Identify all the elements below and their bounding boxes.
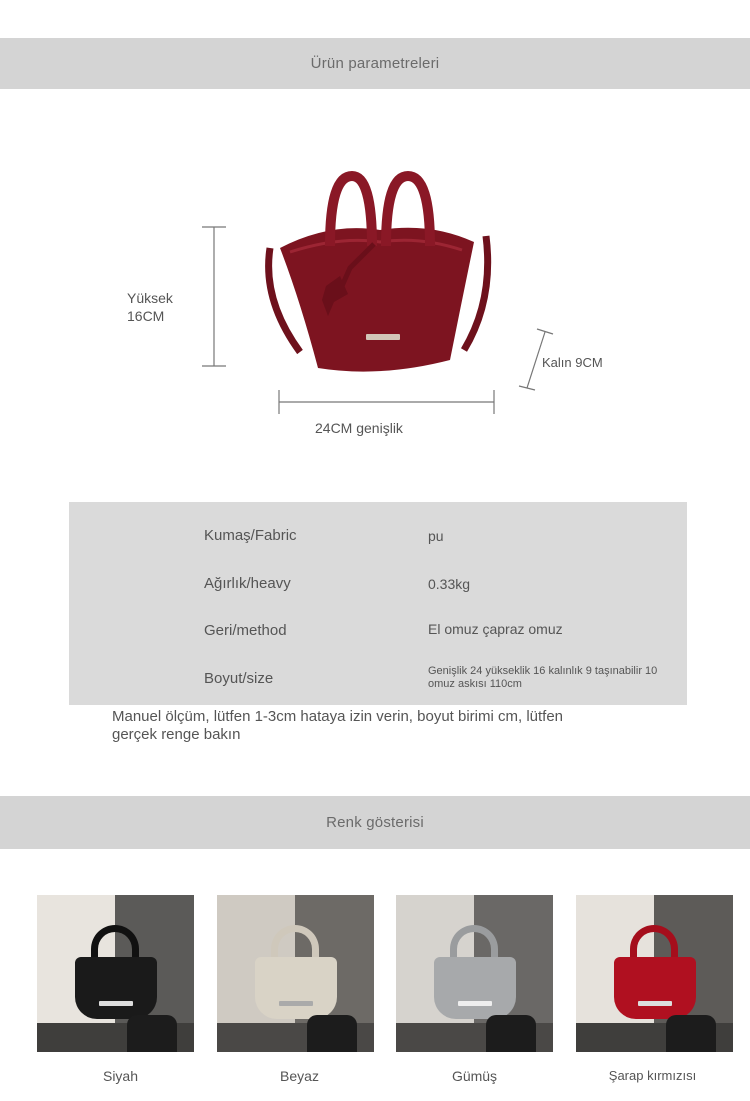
colors-section-header <box>0 796 750 849</box>
color-swatch-black[interactable] <box>37 895 194 1052</box>
bag-photo <box>255 957 337 1019</box>
spec-value: pu <box>428 528 444 544</box>
color-swatch-silver[interactable] <box>396 895 553 1052</box>
spec-row-weight <box>69 560 687 608</box>
height-label <box>127 289 173 325</box>
spec-value: El omuz çapraz omuz <box>428 621 563 637</box>
width-label: 24CM genişlik <box>315 420 403 436</box>
height-label-line2: 16CM <box>127 308 165 324</box>
spec-row-method <box>69 607 687 655</box>
colors-section-title: Renk gösterisi <box>326 814 424 831</box>
color-label: Siyah <box>102 1068 139 1084</box>
color-label: Gümüş <box>451 1068 498 1084</box>
brand-plate <box>366 334 400 340</box>
thickness-label: Kalın 9CM <box>542 355 603 370</box>
spec-key: Geri/method <box>204 622 287 639</box>
color-swatch-wine-red[interactable] <box>576 895 733 1052</box>
params-section-title: Ürün parametreleri <box>310 55 440 72</box>
spec-row-fabric <box>69 512 687 560</box>
bag-photo <box>75 957 157 1019</box>
spec-key: Ağırlık/heavy <box>204 575 291 592</box>
bag-photo <box>614 957 696 1019</box>
color-label: Beyaz <box>280 1068 319 1084</box>
bag-body <box>280 228 474 372</box>
color-label: Şarap kırmızısı <box>608 1068 697 1083</box>
height-label-line1: Yüksek <box>127 290 173 306</box>
bag-photo <box>434 957 516 1019</box>
measurement-note: Manuel ölçüm, lütfen 1-3cm hataya izin verin, boyut birimi cm, lütfen gerçek renge bakın <box>112 708 564 743</box>
spec-key: Boyut/size <box>204 670 274 687</box>
color-swatch-white[interactable] <box>217 895 374 1052</box>
spec-key: Kumaş/Fabric <box>204 527 297 544</box>
spec-value: 0.33kg <box>428 576 471 592</box>
spec-table <box>69 502 687 705</box>
spec-value: Genişlik 24 yükseklik 16 kalınlık 9 taşınabilir 10 omuz askısı 110cm <box>428 665 658 690</box>
spec-row-size <box>69 655 687 703</box>
